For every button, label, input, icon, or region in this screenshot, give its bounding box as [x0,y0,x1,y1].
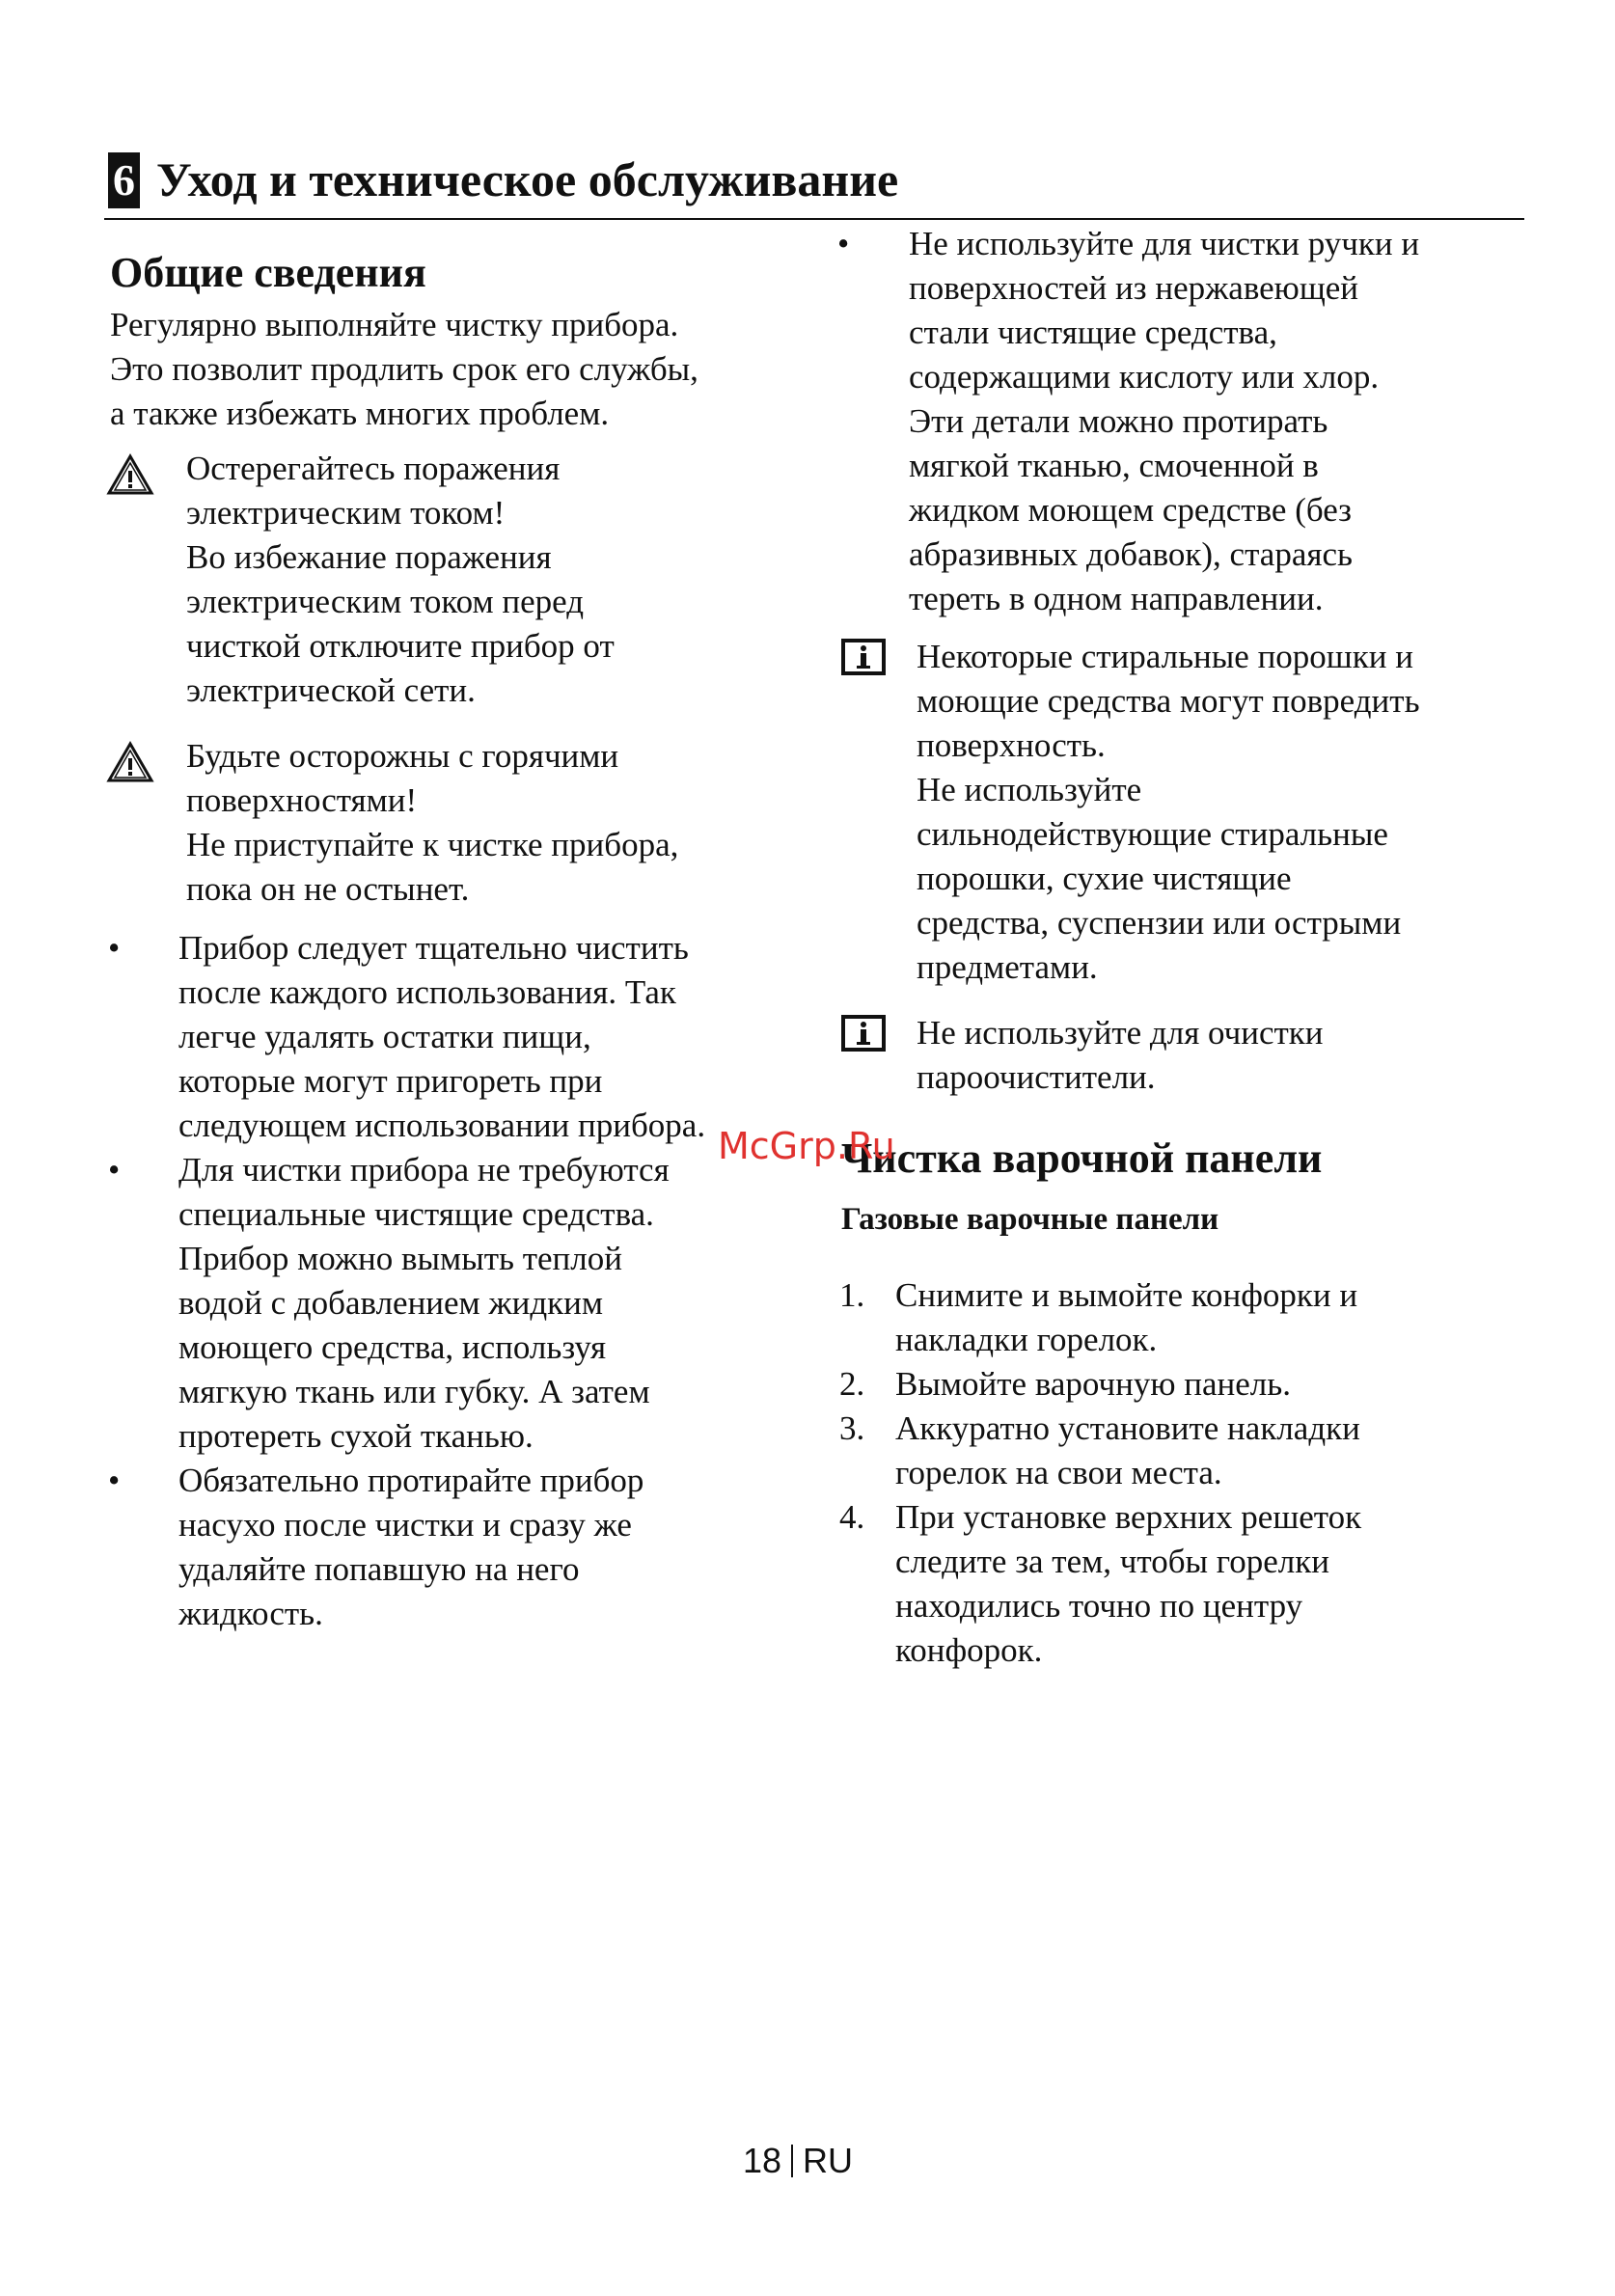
note-line: Не используйте для очистки [917,1014,1324,1052]
note-line: Некоторые стиральные порошки и [917,638,1413,675]
warning-triangle-icon [106,741,154,783]
step-line: Аккуратно установите накладки [895,1409,1360,1447]
general-heading: Общие сведения [110,249,426,296]
step-line: Снимите и вымойте конфорки и [895,1276,1358,1314]
warning-line: Во избежание поражения [186,538,552,576]
step-line: горелок на свои места. [895,1454,1222,1491]
warning-line: электрической сети. [186,671,476,709]
bullet-line: удаляйте попавшую на него [178,1550,580,1588]
bullet-line: водой с добавлением жидким [178,1284,604,1322]
warning-line: электрическим током перед [186,583,585,620]
general-intro [110,303,698,436]
step-line: накладки горелок. [895,1321,1158,1358]
bullet-line: жидкость. [178,1595,323,1632]
bullet-line: специальные чистящие средства. [178,1195,654,1233]
bullet-line: моющего средства, используя [178,1328,607,1366]
step-number: 4. [839,1498,865,1536]
step-number: 2. [839,1365,865,1403]
warning-line: чисткой отключите прибор от [186,627,615,665]
bullet-line: Для чистки прибора не требуются [178,1151,670,1189]
info-icon [841,1015,886,1052]
step-line: При установке верхних решеток [895,1498,1362,1536]
bullet-line: протереть сухой тканью. [178,1417,534,1455]
hob-subheading: Газовые варочные панели [841,1202,1219,1237]
warning-triangle-icon [106,453,154,496]
footer-separator [791,2145,793,2177]
bullet-line: Прибор следует тщательно чистить [178,929,689,967]
bullet-line: Обязательно протирайте прибор [178,1462,644,1499]
note-line: пароочистители. [917,1058,1156,1096]
bullet-line: поверхностей из нержавеющей [909,269,1359,307]
step-text [895,1407,1360,1495]
bullet-line: Эти детали можно протирать [909,402,1328,440]
note-line: Не используйте [917,771,1142,808]
note-line: предметами. [917,948,1098,986]
bullet-text [178,1148,670,1459]
step-line: следите за тем, чтобы горелки [895,1543,1330,1580]
info-note-detergents [917,635,1420,990]
bullet-line: мягкой тканью, смоченной в [909,447,1319,484]
bullet-line: жидком моющем средстве (без [909,491,1352,529]
warning-electric-text [186,447,615,713]
intro-line: Регулярно выполняйте чистку прибора. [110,306,679,343]
info-icon [841,639,886,675]
bullet-glyph: • [108,1462,121,1499]
intro-line: Это позволит продлить срок его службы, [110,350,698,388]
step-number: 1. [839,1276,865,1314]
step-text [895,1273,1357,1362]
bullet-line: абразивных добавок), стараясь [909,535,1353,573]
warning-line: пока он не остынет. [186,870,470,908]
warning-line: Будьте осторожны с горячими [186,737,619,775]
bullet-line: стали чистящие средства, [909,314,1277,351]
bullet-glyph: • [837,225,850,262]
step-line: Вымойте варочную панель. [895,1365,1291,1403]
bullet-line: Прибор можно вымыть теплой [178,1240,622,1277]
bullet-line: легче удалять остатки пищи, [178,1018,591,1055]
note-line: сильнодействующие стиральные [917,815,1388,853]
warning-hot-text [186,734,678,912]
warning-line: Не приступайте к чистке прибора, [186,826,679,863]
chapter-title: Уход и техническое обслуживание [156,152,899,206]
watermark: McGrp.Ru [718,1125,895,1167]
bullet-line: после каждого использования. Так [178,973,676,1011]
bullet-text [178,926,705,1148]
step-number: 3. [839,1409,865,1447]
bullet-glyph: • [108,1151,121,1189]
language-code: RU [803,2141,854,2180]
bullet-line: Не используйте для чистки ручки и [909,225,1420,262]
step-text [895,1495,1361,1673]
chapter-number: 6 [108,152,140,208]
page-footer [743,2140,853,2182]
bullet-line: содержащими кислоту или хлор. [909,358,1380,396]
warning-line: электрическим током! [186,494,506,532]
bullet-glyph: • [108,929,121,967]
note-line: моющие средства могут повредить [917,682,1420,720]
bullet-line: мягкую ткань или губку. А затем [178,1373,650,1410]
hob-heading: Чистка варочной панели [841,1134,1323,1182]
bullet-line: следующем использовании прибора. [178,1107,706,1144]
bullet-text-stainless [909,222,1419,621]
bullet-line: тереть в одном направлении. [909,580,1324,617]
intro-line: а также избежать многих проблем. [110,395,610,432]
step-line: находились точно по центру [895,1587,1303,1625]
bullet-text [178,1459,643,1636]
page-number: 18 [743,2141,782,2180]
header-rule [104,218,1524,220]
bullet-line: которые могут пригореть при [178,1062,603,1100]
step-text [895,1362,1291,1407]
info-note-steam [917,1011,1324,1100]
bullet-line: насухо после чистки и сразу же [178,1506,632,1544]
note-line: средства, суспензии или острыми [917,904,1402,942]
note-line: порошки, сухие чистящие [917,860,1292,897]
step-line: конфорок. [895,1631,1043,1669]
note-line: поверхность. [917,726,1106,764]
warning-line: поверхностями! [186,781,418,819]
warning-line: Остерегайтесь поражения [186,450,561,487]
